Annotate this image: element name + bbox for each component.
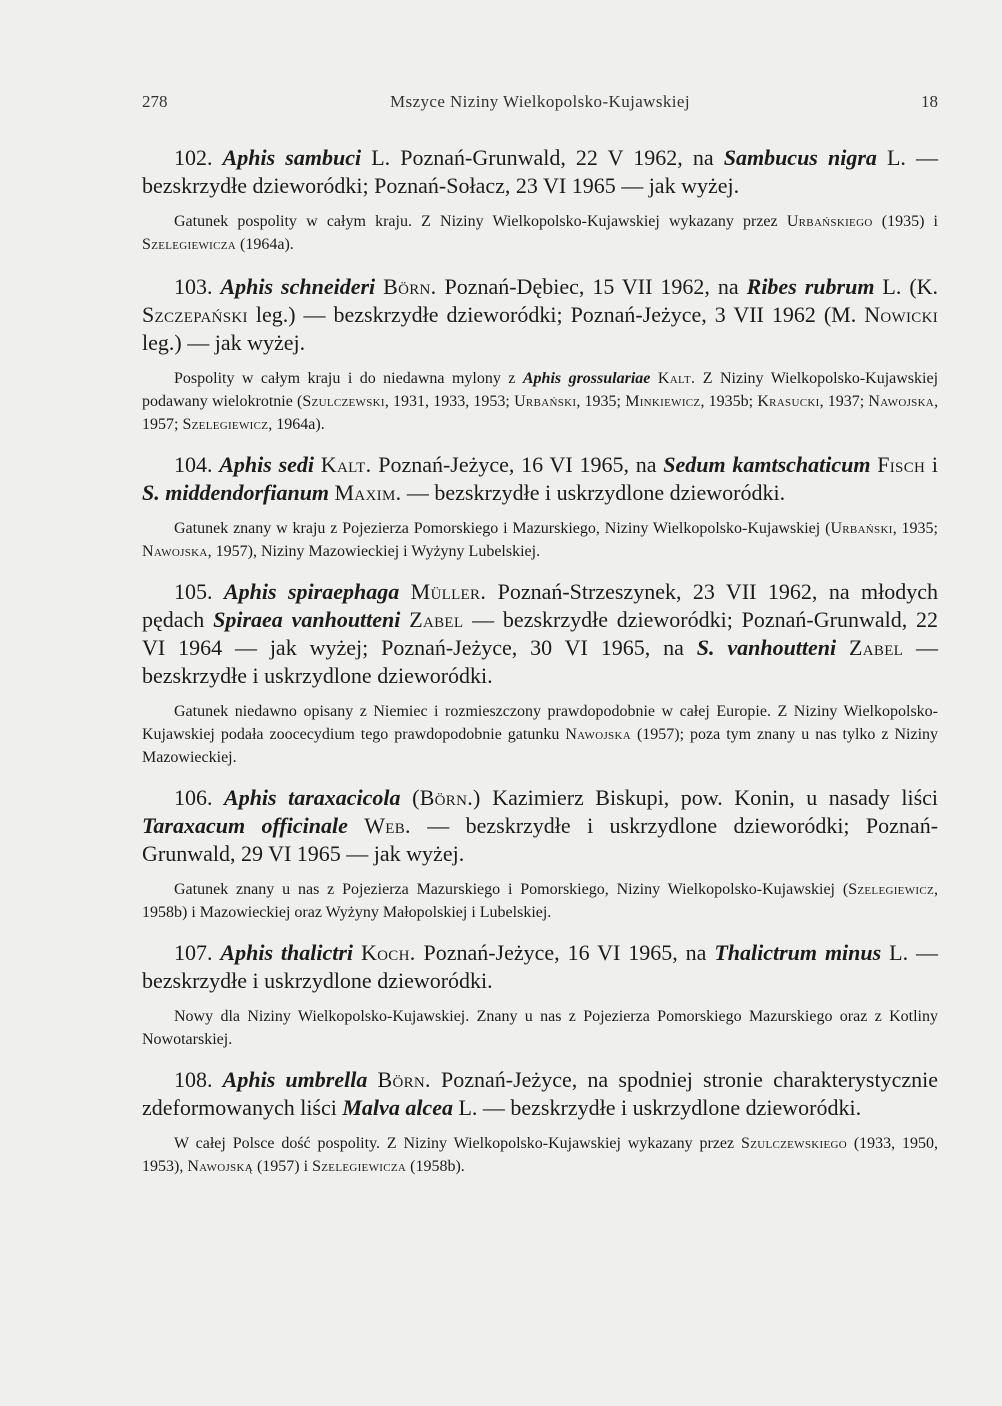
entry-number: 107.: [174, 940, 213, 965]
locality-text: i: [931, 452, 939, 477]
note-text: (1957) i: [256, 1158, 309, 1175]
note-text: Gatunek znany u nas z Pojezierza Mazurskiego i Pomorskiego, Niziny Wielkopolsko-Kujawskiej (: [174, 881, 849, 898]
species-author: Müller.: [410, 579, 487, 604]
collector-name: Szczepański: [142, 302, 248, 327]
note-text: Gatunek znany w kraju z Pojezierza Pomorskiego i Mazurskiego, Niziny Wielkopolsko-Kujawskiej (: [174, 520, 831, 537]
cited-author: Szelegiewicza: [312, 1158, 407, 1175]
locality-text: Poznań-Strzeszynek, 23 VII 1962, na młodych pędach: [142, 579, 939, 632]
plant-author: Maxim.: [334, 480, 402, 505]
note-text: , 1935;: [576, 393, 621, 410]
note-text: (1964a).: [240, 236, 294, 253]
entry-number: 102.: [174, 145, 213, 170]
entry-number: 105.: [174, 579, 213, 604]
species-author: L.: [371, 145, 391, 170]
main-text: [142, 144, 938, 1193]
species-author: Börn.: [377, 1067, 431, 1092]
species-author: Koch.: [360, 940, 416, 965]
species-entry-102: [142, 144, 938, 200]
species-name: Aphis thalictri: [220, 940, 354, 965]
running-header: [142, 92, 938, 118]
species-note-105: [142, 700, 938, 769]
note-text: Nowy dla Niziny Wielkopolsko-Kujawskiej. Znany u nas z Pojezierza Pomorskiego Mazurskiego oraz z Kotliny Nowotarskiej.: [142, 1008, 938, 1048]
species-name: Aphis schneideri: [220, 274, 376, 299]
note-text: , 1964a).: [268, 416, 325, 433]
note-text: , 1935;: [892, 520, 938, 537]
species-name: Aphis sambuci: [222, 145, 362, 170]
locality-text: L. (K.: [882, 274, 939, 299]
species-author: Börn.: [383, 274, 437, 299]
species-name: Aphis taraxacicola: [224, 785, 401, 810]
locality-text: L. — bezskrzydłe i uskrzydlone dzieworódki.: [458, 1095, 862, 1120]
species-note-104: [142, 517, 938, 563]
note-text: , 1935b;: [700, 393, 754, 410]
locality-text: — bezskrzydłe i uskrzydlone dzieworódki.: [142, 635, 939, 688]
entry-number: 103.: [174, 274, 213, 299]
locality-text: L. — bezskrzydłe i uskrzydlone dzieworódki.: [142, 940, 938, 993]
host-plant: Sambucus nigra: [723, 145, 877, 170]
cited-author: Szulczewski: [302, 393, 385, 410]
species-entry-104: [142, 451, 938, 507]
locality-text: L. — bezskrzydłe dzieworódki; Poznań-Sołacz, 23 VI 1965 — jak wyżej.: [142, 145, 939, 198]
note-text: , 1931, 1933, 1953;: [384, 393, 510, 410]
locality-text: Kazimierz Biskupi, pow. Konin, u nasady liści: [492, 785, 939, 810]
species-entry-108: [142, 1066, 938, 1122]
species-note-107: [142, 1005, 938, 1051]
note-text: , 1957;: [142, 393, 939, 433]
note-text: Gatunek niedawno opisany z Niemiec i rozmieszczony prawdopodobnie w całej Europie. Z Niziny Wielkopolsko-Kujawskiej podała zoocecydium tego prawdopodobnie gatunku: [142, 703, 938, 743]
locality-text: Poznań-Jeżyce, na spodniej stronie charakterystycznie zdeformowanych liści: [142, 1067, 939, 1120]
section-number: 18: [921, 92, 938, 111]
collector-name: Nowicki: [864, 302, 939, 327]
species-note-103: [142, 367, 938, 436]
cited-author: Szelegiewicz: [182, 416, 269, 433]
cited-species: Aphis grossulariae: [522, 370, 651, 387]
species-note-108: [142, 1132, 938, 1178]
host-plant: Sedum kamtschaticum: [663, 452, 871, 477]
cited-author: Szulczewskiego: [741, 1135, 847, 1152]
plant-author: Zabel: [409, 607, 464, 632]
cited-author: Nawojską: [187, 1158, 253, 1175]
note-text: Gatunek pospolity w całym kraju. Z Niziny Wielkopolsko-Kujawskiej wykazany przez: [174, 213, 778, 230]
host-plant: Taraxacum officinale: [142, 813, 348, 838]
locality-text: — bezskrzydłe dzieworódki; Poznań-Grunwald, 22 VI 1964 — jak wyżej; Poznań-Jeżyce, 30 VI 1965, na: [142, 607, 939, 660]
locality-text: Poznań-Grunwald, 22 V 1962, na: [400, 145, 714, 170]
host-plant: Ribes rubrum: [746, 274, 875, 299]
locality-text: leg.) — jak wyżej.: [142, 330, 306, 355]
plant-author: Web.: [364, 813, 411, 838]
species-entry-105: [142, 578, 938, 690]
cited-author: Urbański: [514, 393, 577, 410]
cited-author: Krasucki: [757, 393, 820, 410]
note-text: , 1958b) i Mazowieckiej oraz Wyżyny Małopolskiej i Lubelskiej.: [142, 881, 938, 921]
cited-author: Urbański: [830, 520, 893, 537]
host-plant: S. middendorfianum: [142, 480, 330, 505]
note-text: (1933, 1950, 1953),: [142, 1135, 939, 1175]
species-entry-103: [142, 273, 938, 357]
running-title: Mszyce Niziny Wielkopolsko-Kujawskiej: [390, 92, 690, 111]
host-plant: Malva alcea: [342, 1095, 453, 1120]
cited-author: Szelegiewicz: [848, 881, 934, 898]
locality-text: leg.) — bezskrzydłe dzieworódki; Poznań-Jeżyce, 3 VII 1962 (M.: [255, 302, 857, 327]
cited-author: Minkiewicz: [625, 393, 701, 410]
note-text: , 1937;: [819, 393, 865, 410]
note-text: (1958b).: [410, 1158, 465, 1175]
locality-text: Poznań-Jeżyce, 16 VI 1965, na: [378, 452, 657, 477]
cited-author: Nawojska: [565, 726, 631, 743]
species-entry-106: [142, 784, 938, 868]
note-text: Pospolity w całym kraju i do niedawna mylony z: [174, 370, 516, 387]
host-plant: Spiraea vanhoutteni: [213, 607, 401, 632]
cited-author: Nawojska: [142, 543, 208, 560]
entry-number: 106.: [174, 785, 213, 810]
note-text: W całej Polsce dość pospolity. Z Niziny Wielkopolsko-Kujawskiej wykazany przez: [174, 1135, 735, 1152]
entry-number: 108.: [174, 1067, 213, 1092]
cited-author: Kalt.: [657, 370, 696, 387]
host-plant: S. vanhoutteni: [696, 635, 837, 660]
note-text: , 1957), Niziny Mazowieckiej i Wyżyny Lubelskiej.: [207, 543, 541, 560]
note-text: (1957); poza tym znany u nas tylko z Niziny Mazowieckiej.: [142, 726, 939, 766]
plant-author: Zabel: [849, 635, 904, 660]
locality-text: — bezskrzydłe i uskrzydlone dzieworódki; Poznań-Grunwald, 29 VI 1965 — jak wyżej.: [142, 813, 939, 866]
host-plant: Thalictrum minus: [714, 940, 882, 965]
species-entry-107: [142, 939, 938, 995]
note-text: Z Niziny Wielkopolsko-Kujawskiej podawany wielokrotnie (: [142, 370, 939, 410]
species-author: (Börn.): [412, 785, 481, 810]
species-name: Aphis spiraephaga: [223, 579, 400, 604]
note-text: (1935) i: [881, 213, 939, 230]
species-name: Aphis sedi: [219, 452, 315, 477]
species-note-106: [142, 878, 938, 924]
cited-author: Szelegiewicza: [142, 236, 237, 253]
cited-author: Urbańskiego: [786, 213, 873, 230]
locality-text: Poznań-Jeżyce, 16 VI 1965, na: [423, 940, 707, 965]
locality-text: — bezskrzydłe i uskrzydlone dzieworódki.: [406, 480, 786, 505]
species-name: Aphis umbrella: [222, 1067, 368, 1092]
page-number: 278: [142, 92, 168, 111]
locality-text: Poznań-Dębiec, 15 VII 1962, na: [444, 274, 739, 299]
cited-author: Nawojska: [868, 393, 935, 410]
species-author: Kalt.: [320, 452, 372, 477]
plant-author: Fisch: [877, 452, 926, 477]
entry-number: 104.: [174, 452, 213, 477]
species-note-102: [142, 210, 938, 256]
